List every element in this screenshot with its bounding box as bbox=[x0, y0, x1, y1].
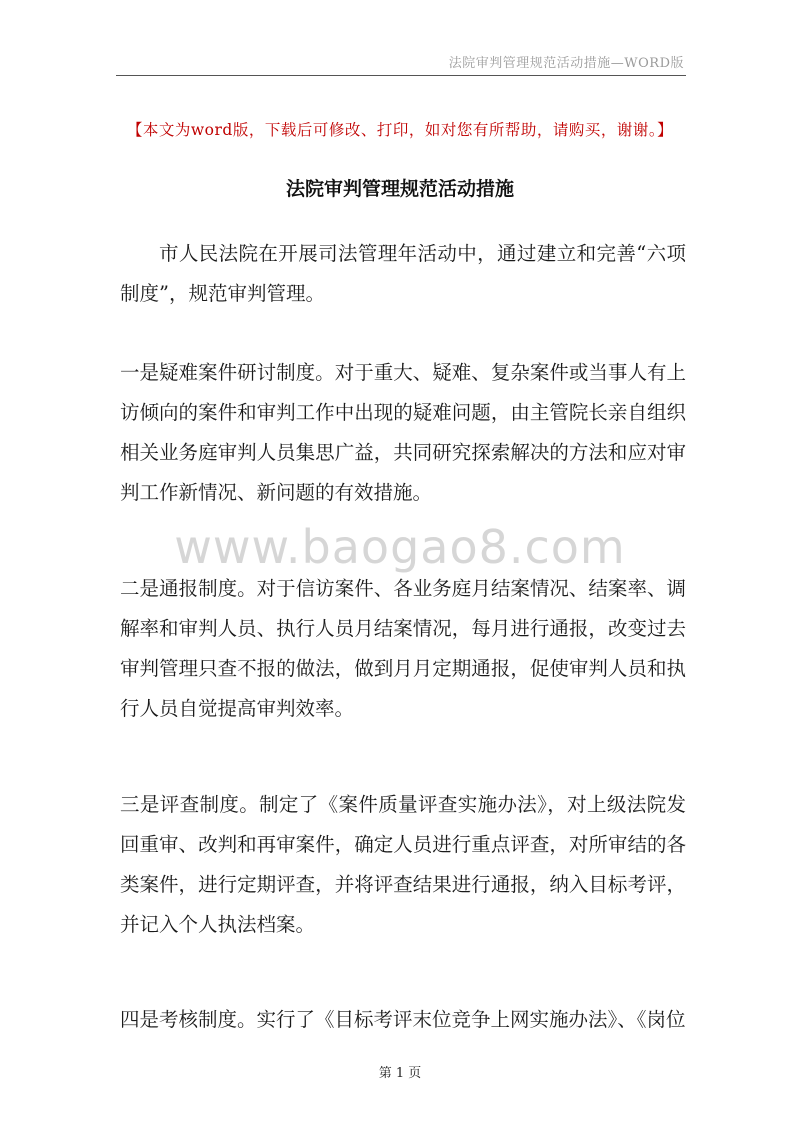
paragraph-item-4: 四是考核制度。实行了《目标考评末位竞争上网实施办法》、《岗位 bbox=[120, 1008, 686, 1031]
purchase-notice: 【本文为word版，下载后可修改、打印，如对您有所帮助，请购买，谢谢。】 bbox=[126, 121, 674, 139]
paragraph-item-2: 二是通报制度。对于信访案件、各业务庭月结案情况、结案率、调解率和审判人员、执行人员月结案情况，每月进行通报，改变过去审判管理只查不报的做法，做到月月定期通报，促使审判人员和执行人员自觉提高审判效率。 bbox=[120, 577, 686, 720]
page-number: 第 1 页 bbox=[378, 1066, 422, 1081]
header-divider bbox=[116, 75, 686, 76]
watermark-text: www.baogao8.com bbox=[174, 520, 626, 574]
paragraph-item-1: 一是疑难案件研讨制度。对于重大、疑难、复杂案件或当事人有上访倾向的案件和审判工作中出现的疑难问题，由主管院长亲自组织相关业务庭审判人员集思广益，共同研究探索解决的方法和应对审判工作新情况、新问题的有效措施。 bbox=[120, 361, 686, 504]
running-header: 法院审判管理规范活动措施—WORD版 bbox=[448, 56, 684, 71]
document-title: 法院审判管理规范活动措施 bbox=[285, 178, 514, 200]
paragraph-intro: 市人民法院在开展司法管理年活动中，通过建立和完善“六项制度”，规范审判管理。 bbox=[120, 242, 686, 305]
paragraph-item-3: 三是评查制度。制定了《案件质量评查实施办法》，对上级法院发回重审、改判和再审案件，确定人员进行重点评查，对所审结的各类案件，进行定期评查，并将评查结果进行通报，纳入目标考评，并记入个人执法档案。 bbox=[120, 793, 686, 936]
